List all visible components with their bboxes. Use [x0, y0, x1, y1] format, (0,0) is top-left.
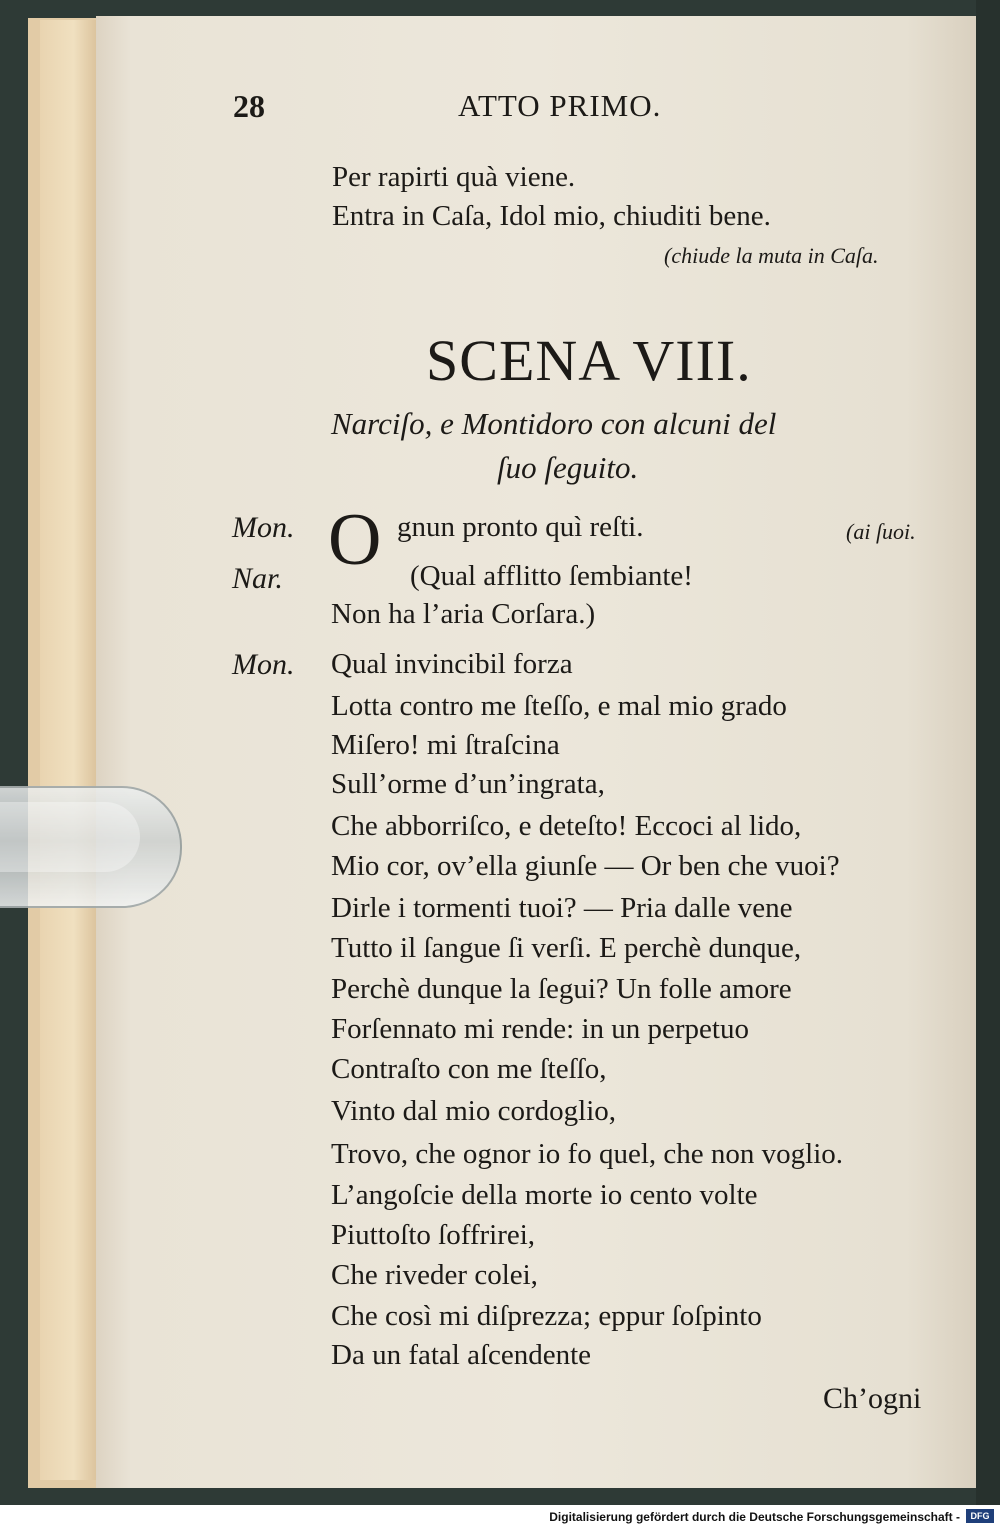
verse-line: Che riveder colei, [331, 1259, 538, 1291]
scan-right-edge [976, 0, 1000, 1505]
verse-line: Qual invincibil forza [331, 648, 573, 680]
verse-line: Tutto il ſangue ſi verſi. E perchè dunque, [331, 932, 802, 964]
book-page-edges-inner [40, 20, 96, 1480]
verse-line: Forſennato mi rende: in un perpetuo [331, 1013, 749, 1045]
stage-direction: (chiude la muta in Caſa. [664, 243, 879, 268]
running-head: ATTO PRIMO. [458, 88, 662, 123]
verse-line: Trovo, che ognor io fo quel, che non voglio. [331, 1138, 844, 1170]
verse-line: Perchè dunque la ſegui? Un folle amore [331, 973, 792, 1005]
speaker-label: Mon. [232, 511, 295, 544]
verse-line: Che abborriſco, e deteſto! Eccoci al lido, [331, 810, 802, 842]
page-number: 28 [233, 88, 265, 124]
page-holder-clip [0, 786, 182, 908]
verse-line: Miſero! mi ſtraſcina [331, 729, 560, 761]
funding-credit: Digitalisierung gefördert durch die Deutsche Forschungsgemeinschaft - [549, 1510, 960, 1524]
verse-line: (Qual afflitto ſembiante! [410, 560, 693, 592]
catchword: Ch’ogni [823, 1382, 922, 1415]
verse-line: Non ha l’aria Corſara.) [331, 598, 596, 630]
speaker-label: Nar. [232, 562, 283, 595]
cast-line: Narciſo, e Montidoro con alcuni del [331, 406, 777, 441]
scene-title: SCENA VIII. [426, 328, 752, 393]
verse-line: Contraſto con me ſteſſo, [331, 1053, 607, 1085]
cast-line: ſuo ſeguito. [497, 450, 639, 485]
verse-line: Sull’orme d’un’ingrata, [331, 768, 605, 800]
verse-line: Per rapirti quà viene. [332, 161, 576, 193]
verse-line: Che così mi diſprezza; eppur ſoſpinto [331, 1300, 762, 1332]
verse-line: Entra in Caſa, Idol mio, chiuditi bene. [332, 200, 771, 232]
verse-line: Lotta contro me ſteſſo, e mal mio grado [331, 690, 787, 722]
speaker-label: Mon. [232, 648, 295, 681]
dfg-logo: DFG [966, 1509, 994, 1523]
verse-line: Da un fatal aſcendente [331, 1339, 592, 1371]
stage-direction: (ai ſuoi. [846, 519, 916, 544]
drop-cap: O [328, 499, 382, 581]
verse-line: gnun pronto quì reſti. [397, 511, 644, 543]
verse-line: Piuttoſto ſoffrirei, [331, 1219, 536, 1251]
verse-line: L’angoſcie della morte io cento volte [331, 1179, 758, 1211]
verse-line: Vinto dal mio cordoglio, [331, 1095, 617, 1127]
verse-line: Dirle i tormenti tuoi? — Pria dalle vene [331, 892, 793, 924]
verse-line: Mio cor, ov’ella giunſe — Or ben che vuoi? [331, 850, 840, 882]
